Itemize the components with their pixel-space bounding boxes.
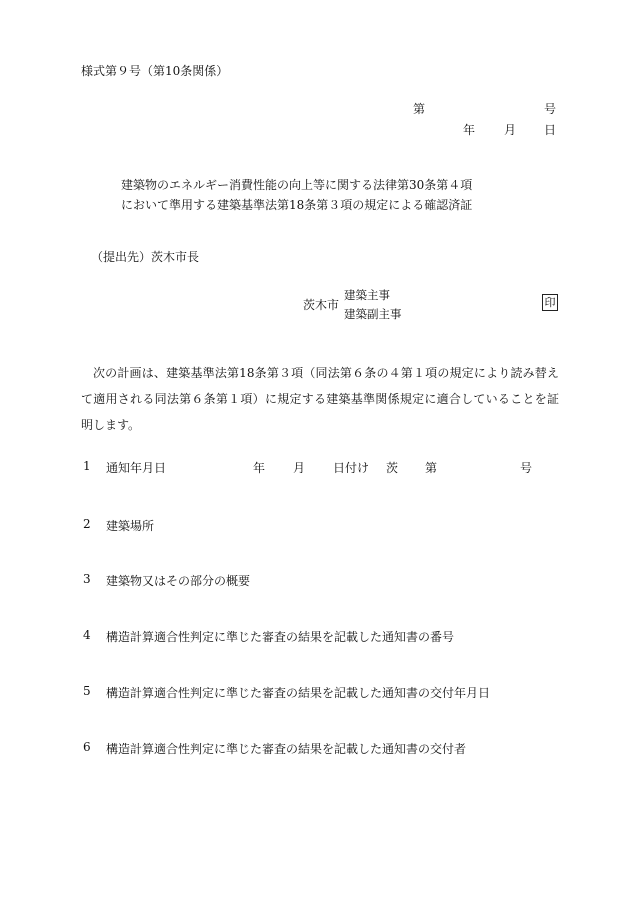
doc-number-dai: 第 — [413, 102, 426, 116]
issuer-role-deputy: 建築副主事 — [344, 307, 402, 321]
item-6-number: 6 — [83, 740, 91, 754]
title-line-1: 建築物のエネルギー消費性能の向上等に関する法律第30条第４項 — [121, 178, 473, 192]
date-month: 月 — [504, 123, 517, 137]
item-5-label: 構造計算適合性判定に準じた審査の結果を記載した通知書の交付年月日 — [106, 686, 491, 700]
item-6-label: 構造計算適合性判定に準じた審査の結果を記載した通知書の交付者 — [106, 742, 467, 756]
issuer-city: 茨木市 — [303, 298, 340, 312]
seal-mark: 印 — [542, 294, 558, 311]
notice-go: 号 — [520, 461, 533, 475]
doc-number-go: 号 — [544, 102, 557, 116]
item-2-number: 2 — [83, 517, 91, 531]
notice-prefix: 茨 — [386, 461, 399, 475]
notice-month: 月 — [293, 461, 306, 475]
title-line-2: において準用する建築基準法第18条第３項の規定による確認済証 — [121, 198, 473, 212]
item-3-number: 3 — [83, 572, 91, 586]
item-5-number: 5 — [83, 684, 91, 698]
item-2-label: 建築場所 — [106, 519, 155, 533]
addressee: （提出先）茨木市長 — [91, 250, 200, 264]
item-4-number: 4 — [83, 628, 91, 642]
certification-text: 次の計画は、建築基準法第18条第３項（同法第６条の４第１項の規定により読み替えて適用される同法第６条第１項）に規定する建築基準関係規定に適合していることを証明します。 — [81, 366, 559, 432]
notice-dai: 第 — [425, 461, 438, 475]
notice-date-suffix: 日付け — [333, 461, 370, 475]
item-4-label: 構造計算適合性判定に準じた審査の結果を記載した通知書の番号 — [106, 630, 455, 644]
item-1-label: 通知年月日 — [106, 461, 167, 475]
form-number: 様式第９号（第10条関係） — [81, 64, 229, 78]
item-3-label: 建築物又はその部分の概要 — [106, 574, 251, 588]
item-1-number: 1 — [83, 459, 91, 473]
date-day: 日 — [544, 123, 557, 137]
notice-year: 年 — [253, 461, 266, 475]
issuer-role-official: 建築主事 — [344, 288, 390, 302]
date-year: 年 — [463, 123, 476, 137]
